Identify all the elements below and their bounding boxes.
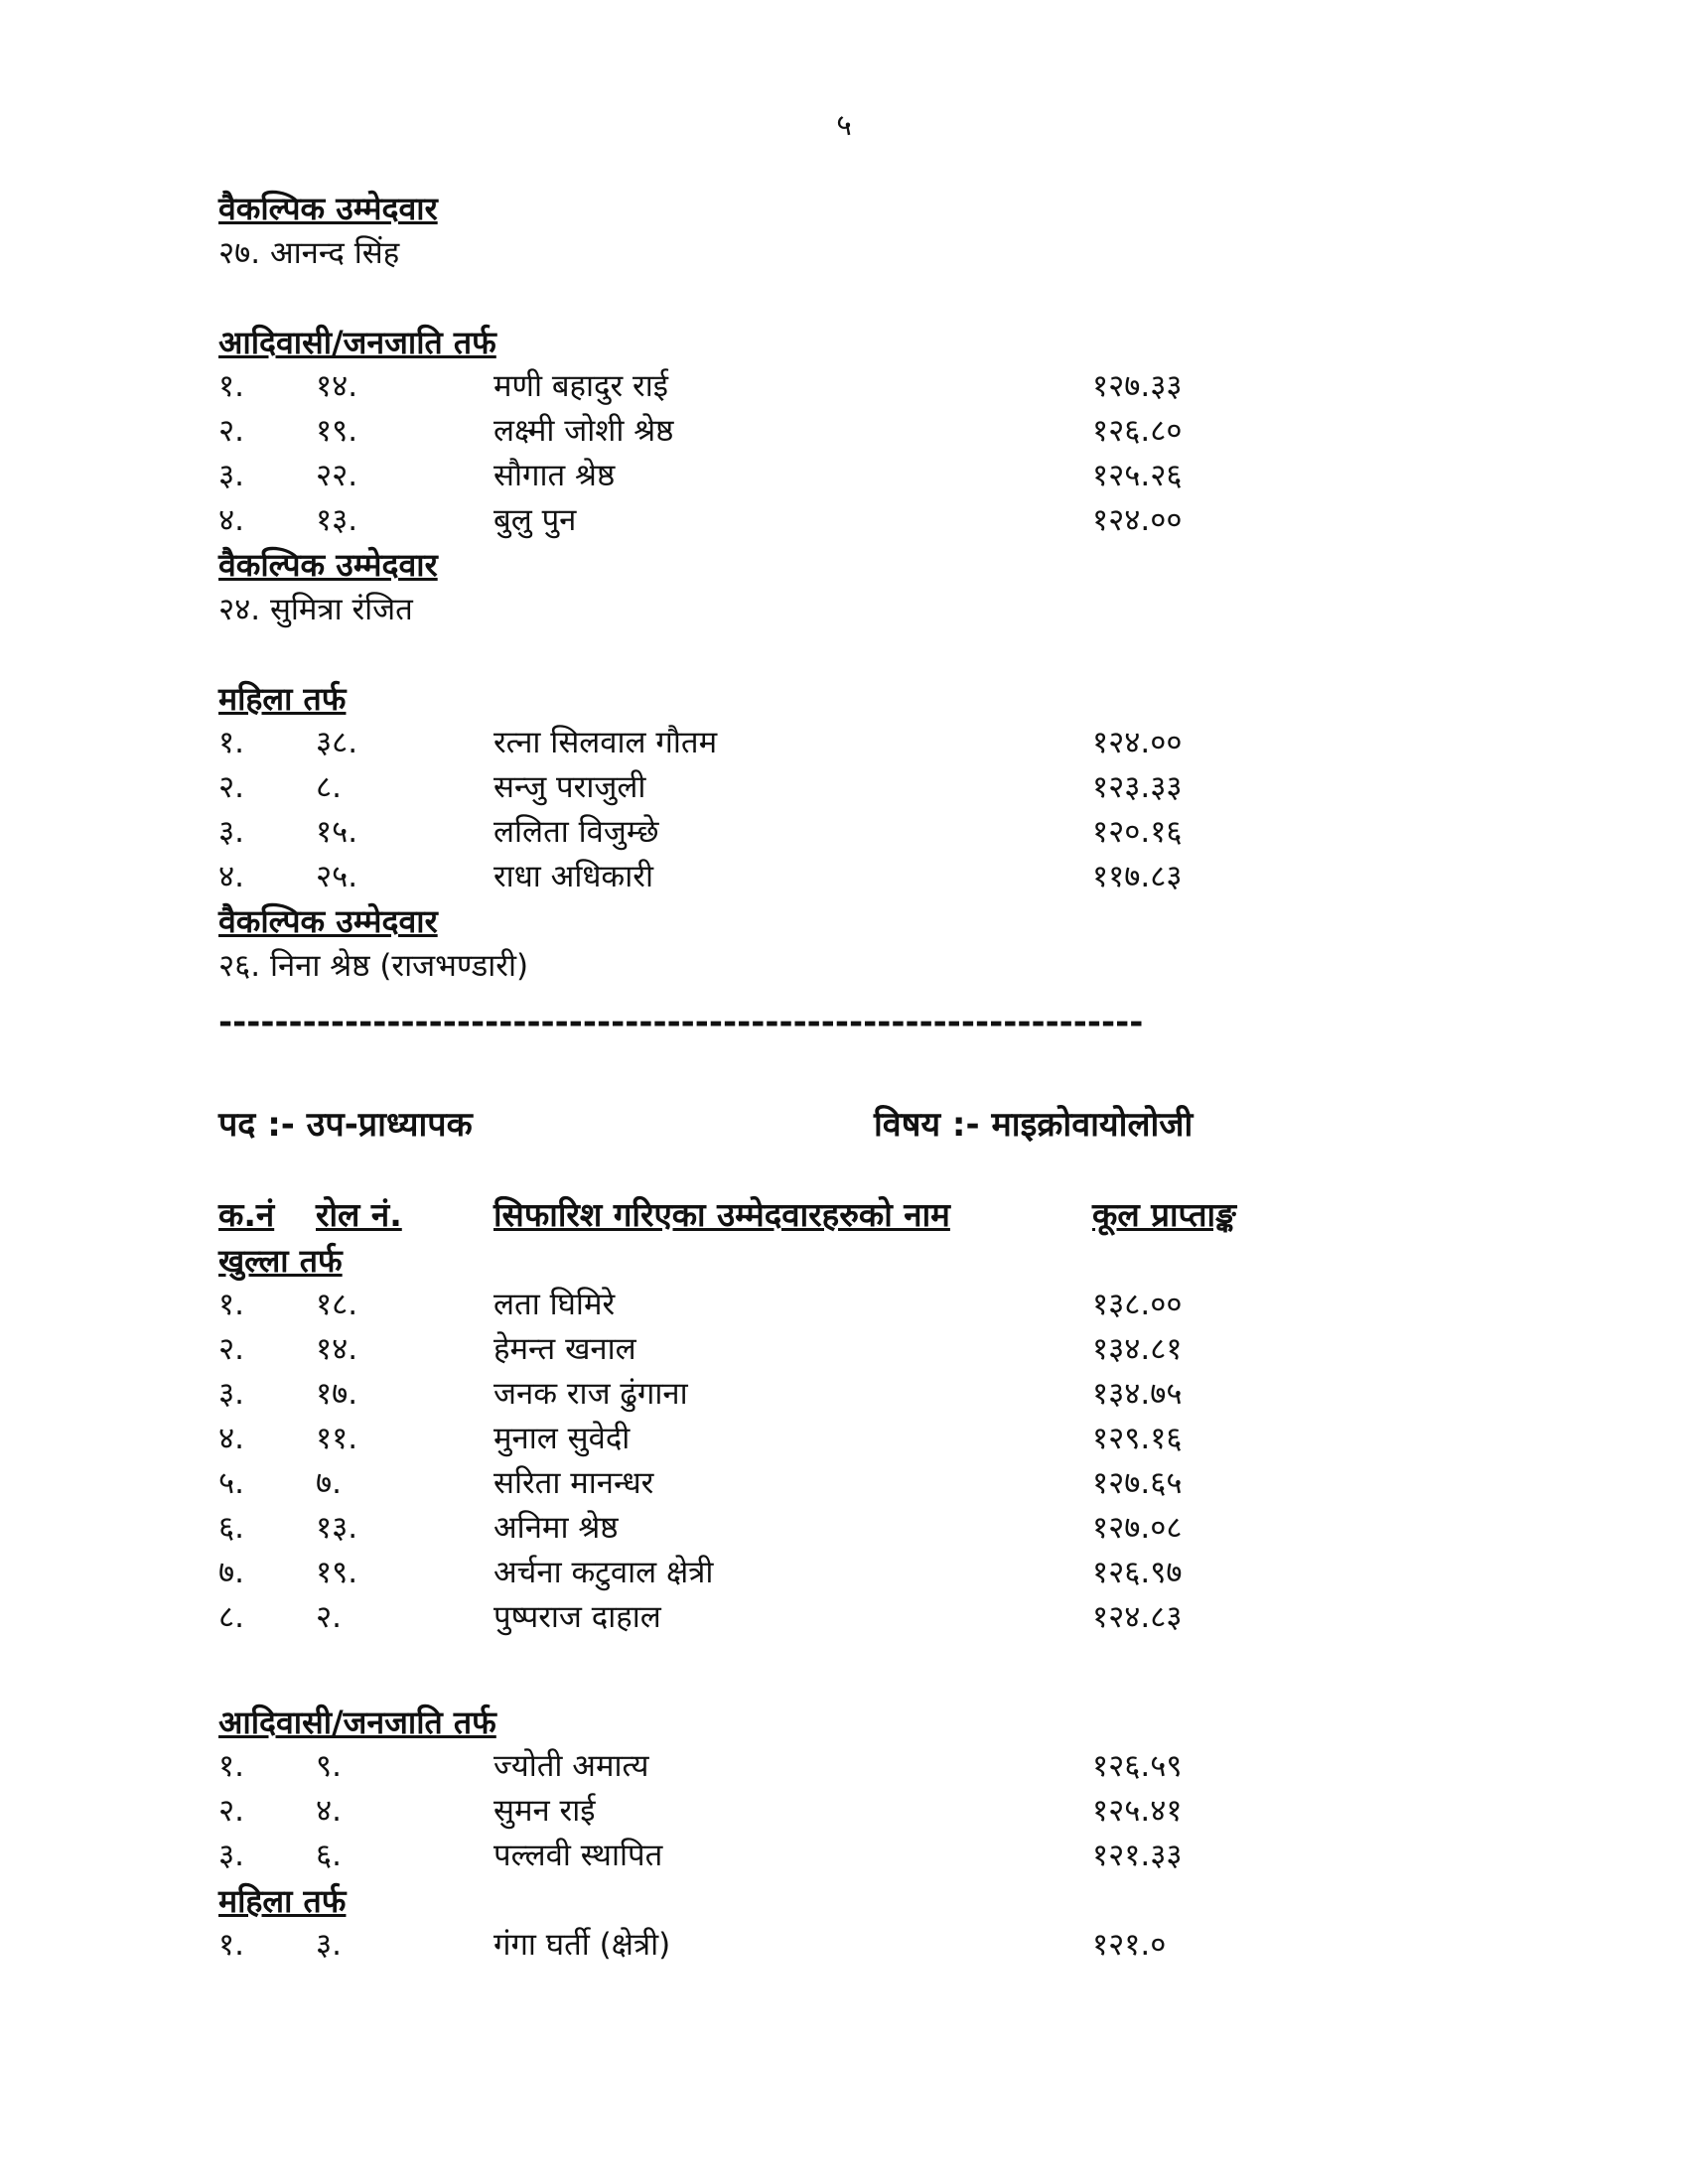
table-row (218, 1417, 1470, 1461)
section-heading: आदिवासी/जनजाति तर्फ (218, 324, 496, 361)
roll-number: ९. (316, 1748, 342, 1784)
section-heading: आदिवासी/जनजाति तर्फ (218, 1704, 496, 1741)
serial-number: ४. (218, 859, 244, 894)
serial-number: ८. (218, 1599, 244, 1635)
page-number: ५ (836, 108, 852, 143)
table-row (218, 1372, 1470, 1417)
alternate-candidate: २६. निना श्रेष्ठ (राजभण्डारी) (218, 948, 529, 984)
table-row (218, 810, 1470, 855)
serial-number: ७. (218, 1555, 244, 1590)
roll-number: ६. (316, 1838, 342, 1873)
roll-number: ८. (316, 769, 342, 805)
table-row (218, 1595, 1470, 1640)
indigenous-section-2 (218, 1701, 1470, 1878)
total-marks: १२७.६५ (1092, 1465, 1183, 1501)
candidate-name: पल्लवी स्थापित (493, 1838, 663, 1873)
table-row (218, 1327, 1470, 1372)
roll-number: १३. (316, 502, 358, 538)
header-marks: कूल प्राप्ताङ्क (1092, 1195, 1236, 1234)
total-marks: १२९.१६ (1092, 1421, 1183, 1456)
roll-number: १७. (316, 1376, 358, 1412)
serial-number: ६. (218, 1510, 244, 1546)
total-marks: १३४.८१ (1092, 1331, 1183, 1367)
roll-number: २२. (316, 458, 358, 493)
serial-number: २. (218, 1331, 244, 1367)
table-row (218, 454, 1470, 498)
roll-number: १९. (316, 413, 358, 449)
table-row (218, 1506, 1470, 1551)
candidate-name: सुमन राई (493, 1793, 596, 1829)
alternate-heading: वैकल्पिक उम्मेदवार (218, 190, 438, 227)
alternate-candidate: २७. आनन्द सिंह (218, 235, 400, 271)
table-row (218, 721, 1470, 765)
serial-number: ४. (218, 502, 244, 538)
total-marks: १३४.७५ (1092, 1376, 1183, 1412)
total-marks: १२४.०० (1092, 502, 1183, 538)
candidate-name: लक्ष्मी जोशी श्रेष्ठ (493, 413, 674, 449)
roll-number: ४. (316, 1793, 342, 1829)
table-row (218, 1461, 1470, 1506)
total-marks: १२१.० (1092, 1927, 1167, 1963)
serial-number: ३. (218, 814, 244, 850)
total-marks: १२६.५९ (1092, 1748, 1183, 1784)
table-row (218, 1789, 1470, 1834)
serial-number: १. (218, 1748, 244, 1784)
serial-number: १. (218, 1927, 244, 1963)
section-heading: महिला तर्फ (218, 680, 347, 718)
header-name: सिफारिश गरिएका उम्मेदवारहरुको नाम (493, 1195, 950, 1234)
candidate-name: जनक राज ढुंगाना (493, 1376, 688, 1412)
roll-number: ११. (316, 1421, 358, 1456)
serial-number: २. (218, 413, 244, 449)
total-marks: १२१.३३ (1092, 1838, 1183, 1873)
post-title: पद :- उप-प्राध्यापक (218, 1105, 473, 1145)
total-marks: १२७.०८ (1092, 1510, 1183, 1546)
total-marks: १२६.९७ (1092, 1555, 1183, 1590)
women-section-1 (218, 677, 1470, 989)
roll-number: १८. (316, 1287, 358, 1322)
subject-title: विषय :- माइक्रोवायोलोजी (874, 1105, 1194, 1145)
roll-number: २५. (316, 859, 358, 894)
serial-number: २. (218, 1793, 244, 1829)
table-header (218, 1191, 1470, 1239)
candidate-name: सन्जु पराजुली (493, 769, 646, 805)
candidate-name: लता घिमिरे (493, 1287, 616, 1322)
table-row (218, 409, 1470, 454)
candidate-name: रत्ना सिलवाल गौतम (493, 725, 718, 760)
table-row (218, 1744, 1470, 1789)
roll-number: ७. (316, 1465, 342, 1501)
roll-number: १४. (316, 368, 358, 404)
women-section-2 (218, 1879, 1470, 1968)
total-marks: १२६.८० (1092, 413, 1183, 449)
results-table (218, 1191, 1470, 1640)
candidate-name: सरिता मानन्धर (493, 1465, 654, 1501)
total-marks: १३८.०० (1092, 1287, 1183, 1322)
serial-number: २. (218, 769, 244, 805)
roll-number: १५. (316, 814, 358, 850)
section-heading: महिला तर्फ (218, 1882, 347, 1920)
candidate-name: सौगात श्रेष्ठ (493, 458, 616, 493)
candidate-name: गंगा घर्ती (क्षेत्री) (493, 1927, 671, 1963)
alternate-heading: वैकल्पिक उम्मेदवार (218, 902, 438, 940)
table-row (218, 1923, 1470, 1968)
table-row (218, 1283, 1470, 1327)
serial-number: १. (218, 725, 244, 760)
table-row (218, 1834, 1470, 1878)
table-row (218, 765, 1470, 810)
candidate-name: पुष्पराज दाहाल (493, 1599, 661, 1635)
table-row (218, 364, 1470, 409)
candidate-name: ललिता विजुम्छे (493, 814, 659, 850)
roll-number: ३८. (316, 725, 358, 760)
serial-number: १. (218, 1287, 244, 1322)
indigenous-section-1 (218, 321, 1470, 632)
serial-number: ३. (218, 458, 244, 493)
serial-number: ३. (218, 1376, 244, 1412)
alternate-section-1 (218, 187, 1470, 276)
candidate-name: ज्योती अमात्य (493, 1748, 649, 1784)
alternate-candidate: २४. सुमित्रा रंजित (218, 592, 413, 627)
roll-number: ३. (316, 1927, 342, 1963)
table-row (218, 855, 1470, 899)
candidate-name: अर्चना कटुवाल क्षेत्री (493, 1555, 714, 1590)
total-marks: १२३.३३ (1092, 769, 1183, 805)
header-serial: क.नं (218, 1195, 275, 1234)
total-marks: १२४.८३ (1092, 1599, 1183, 1635)
serial-number: ४. (218, 1421, 244, 1456)
total-marks: १२७.३३ (1092, 368, 1183, 404)
table-row (218, 1551, 1470, 1595)
serial-number: ३. (218, 1838, 244, 1873)
total-marks: १२५.२६ (1092, 458, 1183, 493)
total-marks: १२४.०० (1092, 725, 1183, 760)
candidate-name: मणी बहादुर राई (493, 368, 668, 404)
roll-number: १४. (316, 1331, 358, 1367)
serial-number: १. (218, 368, 244, 404)
total-marks: ११७.८३ (1092, 859, 1183, 894)
candidate-name: हेमन्त खनाल (493, 1331, 636, 1367)
total-marks: १२५.४१ (1092, 1793, 1183, 1829)
candidate-name: मुनाल सुवेदी (493, 1421, 631, 1456)
serial-number: ५. (218, 1465, 244, 1501)
roll-number: १९. (316, 1555, 358, 1590)
roll-number: २. (316, 1599, 342, 1635)
separator-line: ------------------------------------------------------------------ (218, 1003, 1144, 1042)
alternate-heading: वैकल्पिक उम्मेदवार (218, 546, 438, 584)
table-row (218, 498, 1470, 543)
section-heading: खुल्ला तर्फ (218, 1242, 343, 1280)
total-marks: १२०.१६ (1092, 814, 1183, 850)
candidate-name: अनिमा श्रेष्ठ (493, 1510, 619, 1546)
roll-number: १३. (316, 1510, 358, 1546)
candidate-name: राधा अधिकारी (493, 859, 653, 894)
candidate-name: बुलु पुन (493, 502, 577, 538)
header-roll: रोल नं. (316, 1195, 402, 1234)
